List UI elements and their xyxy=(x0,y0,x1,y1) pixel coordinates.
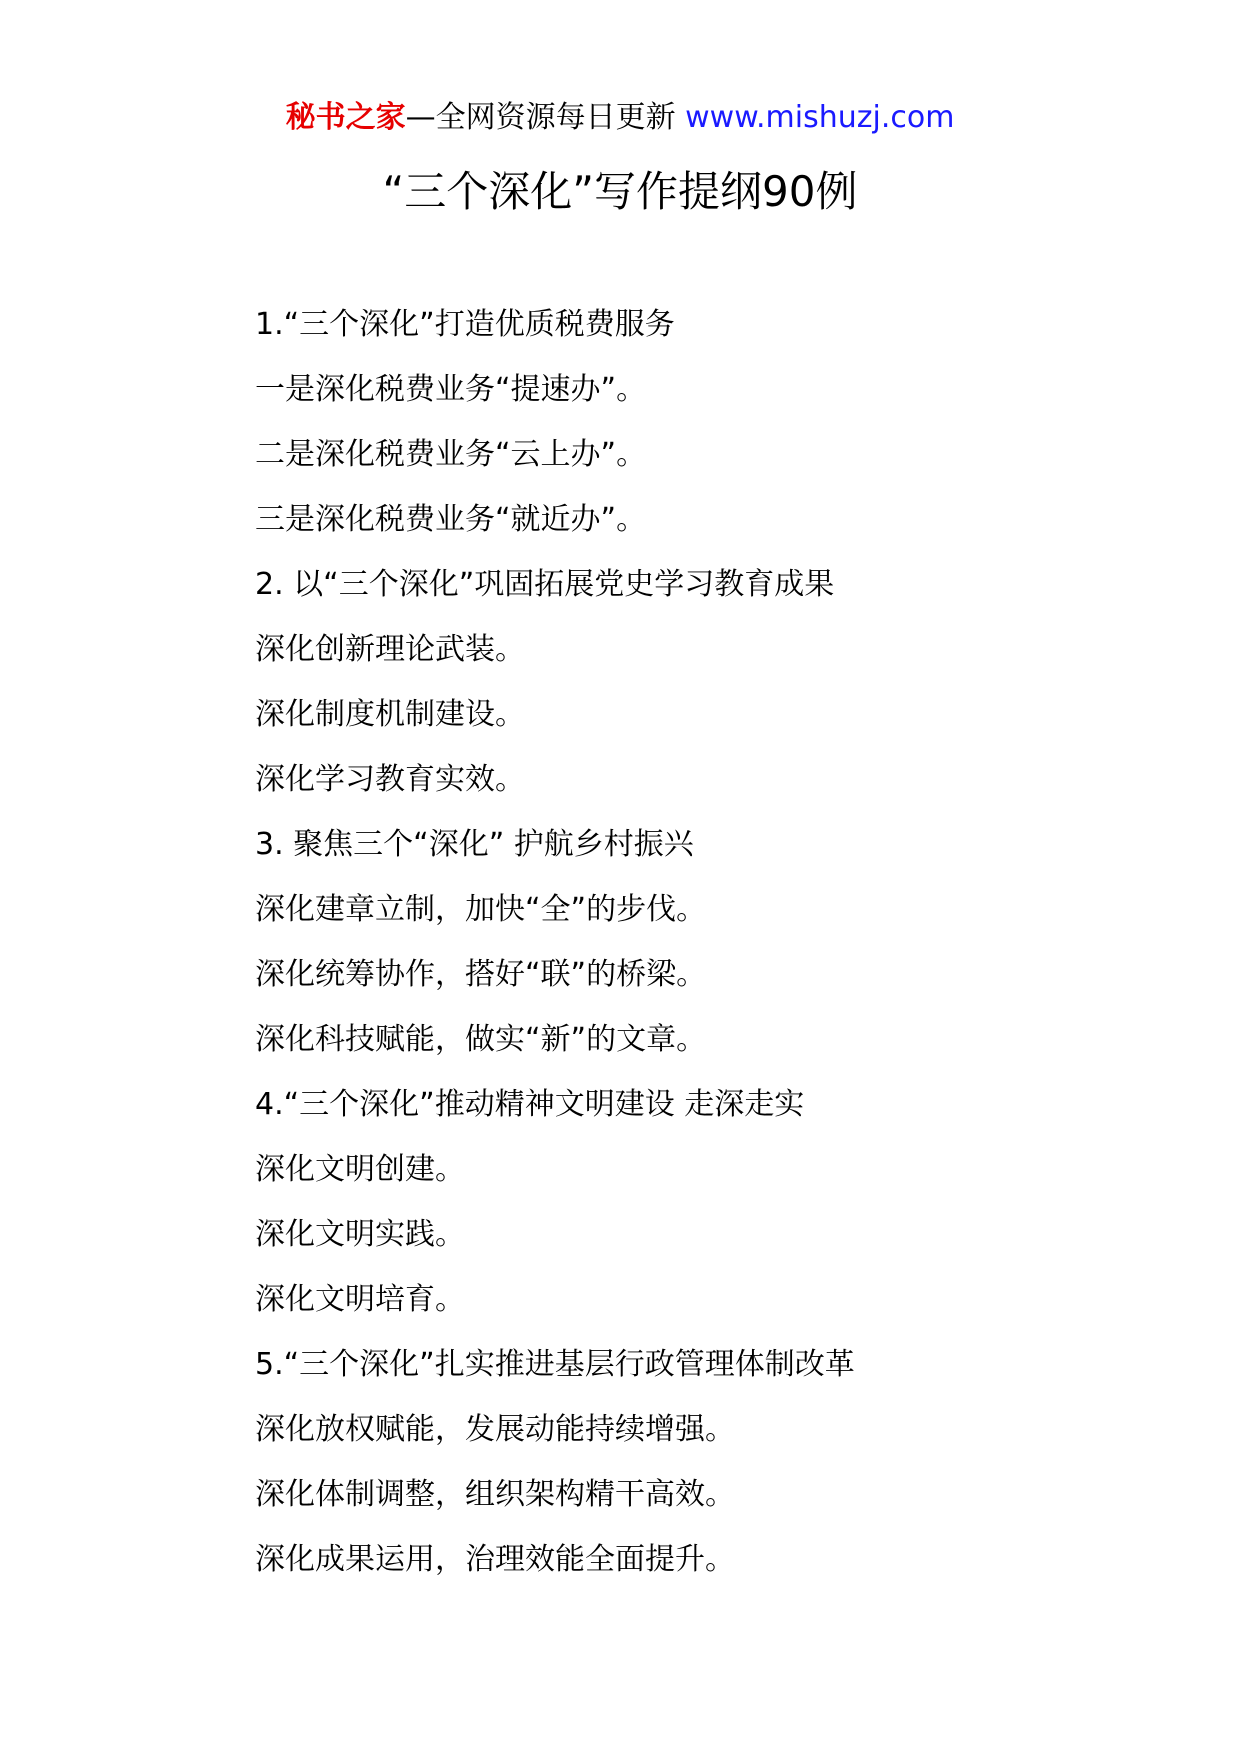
section-heading-5: 5.“三个深化”扎实推进基层行政管理体制改革 xyxy=(255,1347,855,1382)
paragraph-line: 深化成果运用，治理效能全面提升。 xyxy=(255,1542,735,1577)
paragraph-line: 深化建章立制，加快“全”的步伐。 xyxy=(255,892,707,927)
paragraph-line: 深化统筹协作，搭好“联”的桥梁。 xyxy=(255,957,707,992)
paragraph-line: 深化制度机制建设。 xyxy=(255,697,525,732)
site-url-link[interactable]: www.mishuzj.com xyxy=(685,100,955,135)
document-title: “三个深化”写作提纲90例 xyxy=(382,167,858,216)
section-heading-2: 2. 以“三个深化”巩固拓展党史学习教育成果 xyxy=(255,567,835,602)
paragraph-line: 一是深化税费业务“提速办”。 xyxy=(255,372,647,407)
paragraph-line: 深化文明创建。 xyxy=(255,1152,465,1187)
paragraph-line: 二是深化税费业务“云上办”。 xyxy=(255,437,647,472)
site-brand: 秘书之家 xyxy=(285,100,406,135)
paragraph-line: 三是深化税费业务“就近办”。 xyxy=(255,502,647,537)
site-header xyxy=(0,98,1240,138)
paragraph-line: 深化文明实践。 xyxy=(255,1217,465,1252)
paragraph-line: 深化科技赋能，做实“新”的文章。 xyxy=(255,1022,707,1057)
paragraph-line: 深化体制调整，组织架构精干高效。 xyxy=(255,1477,735,1512)
section-heading-4: 4.“三个深化”推动精神文明建设 走深走实 xyxy=(255,1087,805,1122)
paragraph-line: 深化学习教育实效。 xyxy=(255,762,525,797)
site-tagline: —全网资源每日更新 xyxy=(405,100,686,135)
section-heading-1: 1.“三个深化”打造优质税费服务 xyxy=(255,307,675,342)
paragraph-line: 深化创新理论武装。 xyxy=(255,632,525,667)
paragraph-line: 深化放权赋能，发展动能持续增强。 xyxy=(255,1412,735,1447)
paragraph-line: 深化文明培育。 xyxy=(255,1282,465,1317)
document-body xyxy=(255,292,1155,1592)
section-heading-3: 3. 聚焦三个“深化” 护航乡村振兴 xyxy=(255,827,694,862)
